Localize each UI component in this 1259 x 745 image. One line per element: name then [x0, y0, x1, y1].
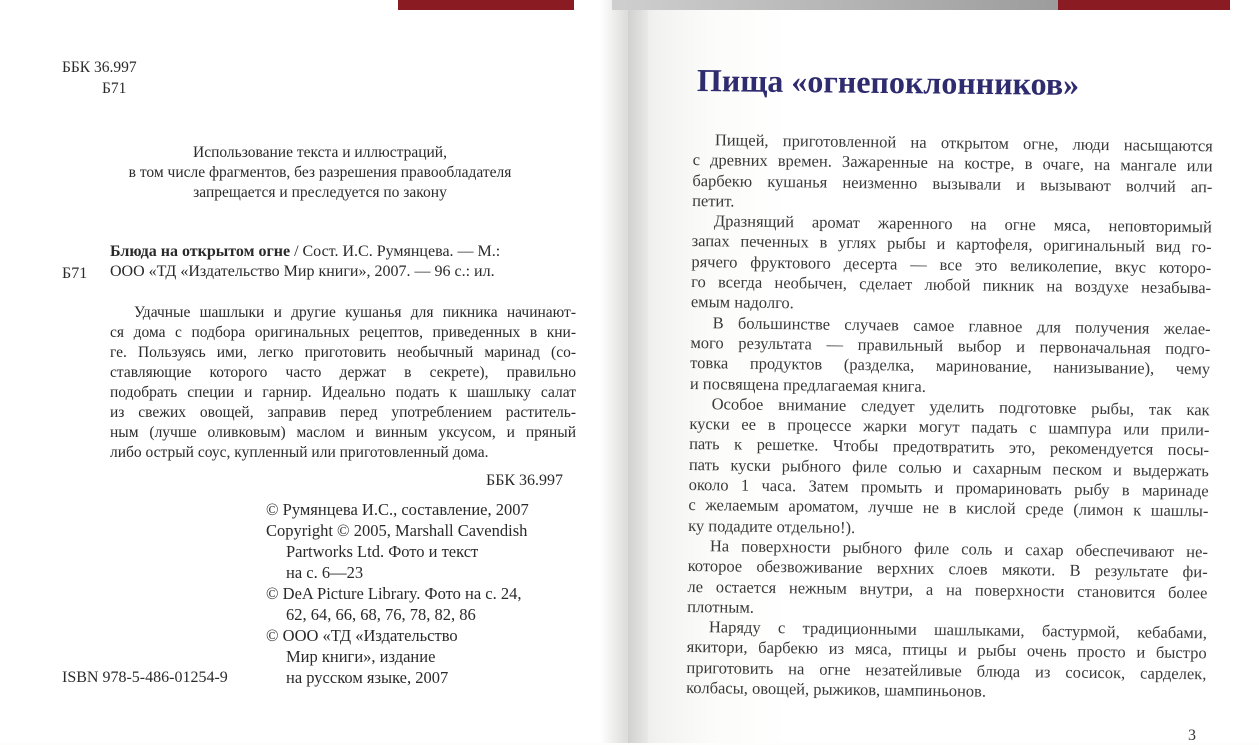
annotation-line: ставляющие которого часто держат в секрете), правильно: [110, 364, 576, 381]
body-line: Пищей, приготовленной на открытом огне, люди насыщаются: [714, 130, 1213, 156]
annotation-line: Удачные шашлыки и другие кушанья для пикника начинают-: [134, 304, 576, 321]
chapter-body: [686, 130, 1213, 705]
body-line: На поверхности рыбного филе соль и сахар обеспечивают не-: [709, 536, 1209, 562]
biblio-mark: Б71: [62, 265, 88, 282]
copyright-line: 62, 64, 66, 68, 76, 78, 82, 86: [286, 605, 476, 624]
top-band-left: [398, 0, 574, 10]
isbn: ISBN 978-5-486-01254-9: [62, 669, 228, 686]
body-line: пать куски рыбного филе солью и сахарным песком и выдержать: [688, 454, 1209, 481]
body-line: приготовить на огне незатейливые блюда из сосисок, сарделек,: [686, 657, 1207, 684]
body-line: Наряду с традиционными шашлыками, бастурмой, кебабами,: [708, 617, 1208, 643]
book-gutter: [600, 0, 648, 743]
body-line: с древних времен. Зажаренные на костре, в очаге, на мангале или: [692, 150, 1213, 176]
body-line: запах печенных в углях рыбы и картофеля, оригинальный вид го-: [691, 231, 1212, 257]
bbk-bottom: ББК 36.997: [486, 472, 564, 489]
biblio-line-2: ООО «ТД «Издательство Мир книги», 2007. — 96 с.: ил.: [110, 263, 495, 280]
body-line: петит.: [692, 190, 735, 211]
body-line: Особое внимание следует уделить подготовке рыбы, так как: [711, 394, 1210, 420]
annotation-line: ге. Пользуясь ими, легко приготовить необычный маринад (со-: [110, 344, 576, 361]
copyright-line: © ООО «ТД «Издательство: [266, 626, 458, 645]
annotation-line: либо острый соус, купленный или приготовленный дома.: [110, 444, 489, 461]
copyright-line: на русском языке, 2007: [286, 668, 449, 687]
body-line: около 1 часа. Затем промыть и промариновать рыбу в маринаде: [688, 475, 1209, 501]
body-line: го всегда необычен, сделает любой пикник на воздухе незабыва-: [691, 272, 1212, 298]
body-line: колбасы, овощей, рыжиков, шампиньонов.: [686, 677, 987, 701]
author-mark: Б71: [102, 80, 127, 97]
top-band-right: [1058, 0, 1230, 10]
body-line: плотным.: [687, 596, 755, 617]
biblio-line-1: [110, 242, 500, 262]
top-band-gray: [612, 0, 1058, 10]
body-line: товка продуктов (разделка, маринование, нанизывание), чему: [690, 353, 1211, 379]
body-line: пать к решетке. Чтобы предотвратить это, рекомендуется посы-: [689, 434, 1210, 460]
body-line: Дразнящий аромат жаренного на огне мяса, неповторимый: [713, 211, 1212, 237]
annotation-line: ным (лучше оливковым) маслом и винным уксусом, и пряный: [110, 424, 576, 441]
page-number: 3: [1188, 727, 1196, 744]
book-title: Блюда на открытом огне: [110, 243, 291, 260]
body-line: мого результата — правильный выбор и первоначальная подго-: [690, 332, 1211, 359]
copyright-line: © Румянцева И.С., составление, 2007: [266, 500, 529, 519]
copyright-line: Мир книги», издание: [286, 647, 436, 666]
biblio-rest: / Сост. И.С. Румянцева. — М.:: [290, 243, 501, 260]
body-line: и посвящена предлагаемая книга.: [689, 373, 927, 396]
copyright-notice-line: в том числе фрагментов, без разрешения правообладателя: [128, 164, 512, 181]
copyright-notice-line: запрещается и преследуется по закону: [193, 184, 447, 201]
body-line: ку подадите отдельно!).: [688, 515, 856, 537]
bbk-code: ББК 36.997: [62, 59, 137, 76]
annotation-line: подобрать специи и гарнир. Идеально подать к шашлыку салат: [110, 384, 576, 401]
body-line: В большинстве случаев самое главное для получения желае-: [712, 312, 1211, 339]
body-line: рячего фруктового десерта — все это великолепие, вкус которо-: [691, 251, 1212, 278]
body-line: барбекю кушанья неизменно вызывали и вызывают волчий ап-: [692, 170, 1213, 196]
copyright-line: на с. 6—23: [286, 563, 364, 582]
body-line: якитори, барбекю из мяса, птицы и рыбы очень просто и быстро: [686, 637, 1207, 663]
copyright-notice-line: Использование текста и иллюстраций,: [193, 144, 447, 161]
body-line: которое обезвоживание верхних слоев мякоти. В результате фи-: [687, 556, 1208, 582]
chapter-title: Пища «огнепоклонников»: [696, 62, 1080, 103]
copyright-line: © DeA Picture Library. Фото на с. 24,: [266, 584, 522, 603]
annotation-line: из свежих овощей, заправив перед употреблением раститель-: [110, 404, 576, 421]
copyright-line: Copyright © 2005, Marshall Cavendish: [266, 521, 528, 540]
body-line: емым надолго.: [690, 292, 794, 313]
body-line: ле остается нежным внутри, а на поверхности становится более: [687, 576, 1208, 602]
copyright-line: Partworks Ltd. Фото и текст: [286, 542, 479, 561]
body-line: с желаемым ароматом, лучше не в кислой среде (лимон к шашлы-: [688, 495, 1209, 521]
body-line: куски ее в процессе жарки могут падать с шампура или прили-: [689, 414, 1210, 440]
annotation-line: ся дома с подбора оригинальных рецептов, приведенных в кни-: [110, 324, 576, 341]
